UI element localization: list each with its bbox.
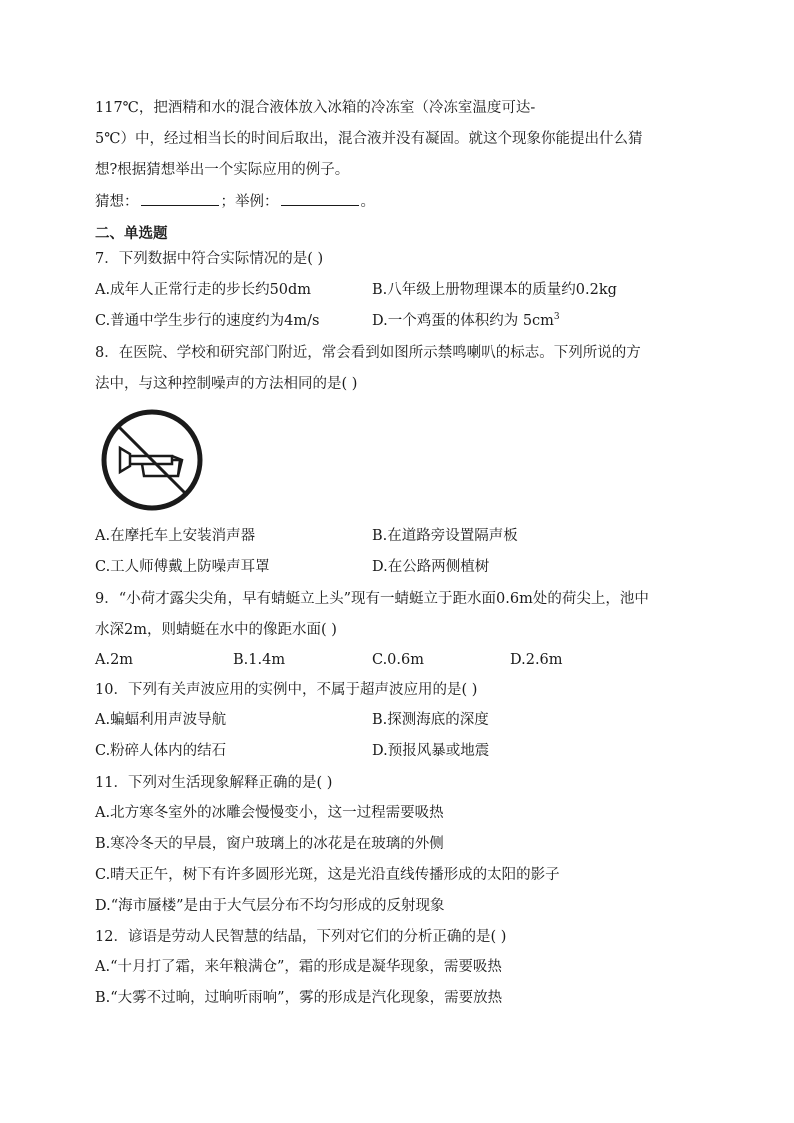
q11-stem: 11．下列对生活现象解释正确的是( ) — [95, 775, 333, 791]
q10-option-d[interactable]: D.预报风暴或地震 — [372, 743, 490, 759]
q8-option-c[interactable]: C.工人师傅戴上防噪声耳罩 — [95, 559, 270, 575]
no-horn-sign-icon — [100, 408, 204, 512]
q7-option-b[interactable]: B.八年级上册物理课本的质量约0.2kg — [372, 282, 617, 298]
q8-stem-line-1: 8．在医院、学校和研究部门附近，常会看到如图所示禁鸣喇叭的标志。下列所说的方 — [95, 345, 641, 361]
q7-option-d-superscript: 3 — [553, 312, 560, 323]
q12-option-a[interactable]: A.“十月打了霜，来年粮满仓”，霜的形成是凝华现象，需要吸热 — [95, 959, 502, 975]
q8-option-b[interactable]: B.在道路旁设置隔声板 — [372, 528, 518, 544]
q7-stem: 7．下列数据中符合实际情况的是( ) — [95, 251, 324, 267]
q6-guess-label: 猜想： — [95, 194, 139, 210]
q9-stem-line-2: 水深2m，则蜻蜓在水中的像距水面( ) — [95, 622, 337, 638]
q11-option-d[interactable]: D.“海市蜃楼”是由于大气层分布不均匀形成的反射现象 — [95, 898, 445, 914]
q11-option-b[interactable]: B.寒冷冬天的早晨，窗户玻璃上的冰花是在玻璃的外侧 — [95, 836, 444, 852]
q6-text-line-2: 5℃）中，经过相当长的时间后取出，混合液并没有凝固。就这个现象你能提出什么猜 — [95, 131, 643, 147]
q10-option-c[interactable]: C.粉碎人体内的结石 — [95, 743, 227, 759]
q9-option-d[interactable]: D.2.6m — [510, 652, 563, 668]
q6-example-blank[interactable] — [281, 191, 359, 206]
section-title-single-choice: 二、单选题 — [95, 225, 168, 242]
q8-stem-line-2: 法中，与这种控制噪声的方法相同的是( ) — [95, 376, 358, 392]
q7-option-c[interactable]: C.普通中学生步行的速度约为4m/s — [95, 313, 320, 329]
q7-option-d[interactable] — [372, 311, 560, 331]
q6-end-mark: 。 — [360, 194, 375, 210]
q10-option-a[interactable]: A.蝙蝠利用声波导航 — [95, 712, 227, 728]
q8-option-a[interactable]: A.在摩托车上安装消声器 — [95, 528, 256, 544]
q8-option-d[interactable]: D.在公路两侧植树 — [372, 559, 490, 575]
q10-stem: 10．下列有关声波应用的实例中，不属于超声波应用的是( ) — [95, 682, 478, 698]
q10-option-b[interactable]: B.探测海底的深度 — [372, 712, 489, 728]
q9-option-c[interactable]: C.0.6m — [372, 652, 424, 668]
q7-option-d-text: D.一个鸡蛋的体积约为 5cm — [372, 313, 554, 329]
q9-stem-line-1: 9．“小荷才露尖尖角，早有蜻蜓立上头”现有一蜻蜓立于距水面0.6m处的荷尖上，池中 — [95, 591, 649, 607]
q9-option-b[interactable]: B.1.4m — [233, 652, 286, 668]
q7-option-a[interactable]: A.成年人正常行走的步长约50dm — [95, 282, 312, 298]
q6-text-line-3: 想?根据猜想举出一个实际应用的例子。 — [95, 162, 350, 178]
q11-option-c[interactable]: C.晴天正午，树下有许多圆形光斑，这是光沿直线传播形成的太阳的影子 — [95, 867, 560, 883]
q12-stem: 12．谚语是劳动人民智慧的结晶，下列对它们的分析正确的是( ) — [95, 929, 507, 945]
q6-example-label: ；举例： — [220, 194, 279, 210]
q6-answer-line — [95, 191, 375, 212]
q9-option-a[interactable]: A.2m — [95, 652, 134, 668]
q6-guess-blank[interactable] — [141, 191, 219, 206]
q12-option-b[interactable]: B.“大雾不过晌，过晌听雨响”，雾的形成是汽化现象，需要放热 — [95, 990, 503, 1006]
q6-text-line-1: 117℃，把酒精和水的混合液体放入冰箱的冷冻室（冷冻室温度可达- — [95, 100, 536, 116]
q11-option-a[interactable]: A.北方寒冬室外的冰雕会慢慢变小，这一过程需要吸热 — [95, 805, 444, 821]
